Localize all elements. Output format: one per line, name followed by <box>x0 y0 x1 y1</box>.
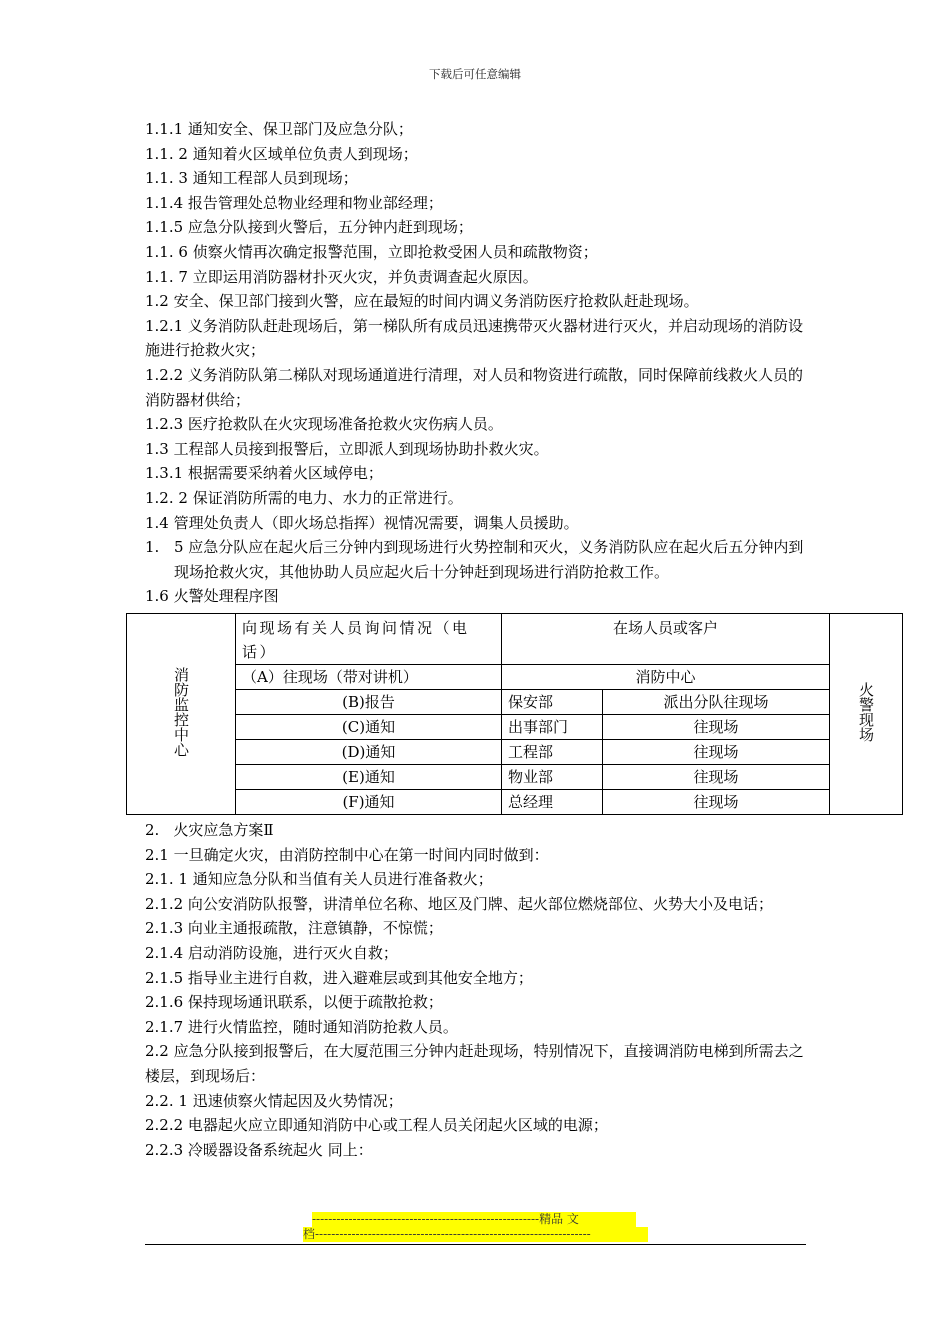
clause-1-4: 1.4 管理处负责人（即火场总指挥）视情况需要，调集人员援助。 <box>145 513 579 532</box>
clause-1-2-3: 1.2.3 医疗抢救队在火灾现场准备抢救火灾伤病人员。 <box>145 415 503 434</box>
fire-scene-cell <box>830 614 903 815</box>
footer-watermark-line2: 档-------------------------------------------------------------------- <box>303 1227 648 1242</box>
clause-2-1-1: 2.1. 1 通知应急分队和当值有关人员进行准备救火； <box>145 870 493 889</box>
clause-1-1-4: 1.1.4 报告管理处总物业经理和物业部经理； <box>145 193 443 212</box>
clause-2-2-3: 2.2.3 冷暖器设备系统起火 同上： <box>145 1140 373 1159</box>
clause-1-2-1: 1.2.1 义务消防队赶赴现场后，第一梯队所有成员迅速携带灭火器材进行灭火，并启动现场的消防设施进行抢救火灾； <box>145 316 803 360</box>
table-row-action: (F)通知 <box>236 790 502 815</box>
clause-1-1-1: 1.1.1 通知安全、保卫部门及应急分队； <box>145 120 413 138</box>
footer-divider <box>145 1244 806 1245</box>
table-row-dept: 保安部 <box>502 690 603 715</box>
clause-1-5 <box>145 535 810 584</box>
clause-2-1-2: 2.1.2 向公安消防队报警，讲清单位名称、地区及门牌、起火部位燃烧部位、火势大小及电话； <box>145 894 773 913</box>
clause-2-2-1: 2.2. 1 迅速侦察火情起因及火势情况； <box>145 1091 403 1110</box>
clause-2-1-6: 2.1.6 保持现场通讯联系，以便于疏散抢救； <box>145 993 443 1012</box>
clause-1-3-1: 1.3.1 根据需要采纳着火区域停电； <box>145 464 383 483</box>
table-row-result: 往现场 <box>603 715 830 740</box>
document-body-section2 <box>145 818 810 1162</box>
footer-watermark-line1: --------------------------------------------------------精品 文 <box>312 1212 636 1227</box>
clause-1-1-2: 1.1. 2 通知着火区域单位负责人到现场； <box>145 144 418 163</box>
clause-2-1-5: 2.1.5 指导业主进行自救，进入避难层或到其他安全地方； <box>145 968 533 987</box>
page-header: 下载后可任意编辑 <box>429 67 521 81</box>
clause-1-5-text: 5 应急分队应在起火后三分钟内到现场进行火势控制和灭火，义务消防队应在起火后五分钟内到现场抢救火灾，其他协助人员应起火后十分钟赶到现场进行消防抢救工作。 <box>174 538 804 581</box>
clause-1-6: 1.6 火警处理程序图 <box>145 587 279 606</box>
fire-procedure-table <box>126 613 903 815</box>
section-2-heading <box>145 818 810 843</box>
table-row-action: (E)通知 <box>236 765 502 790</box>
clause-2-2-2: 2.2.2 电器起火应立即通知消防中心或工程人员关闭起火区域的电源； <box>145 1116 608 1135</box>
clause-2-1-4: 2.1.4 启动消防设施，进行灭火自救； <box>145 943 398 962</box>
row2-right-cell: 消防中心 <box>502 665 830 690</box>
clause-2-1-3: 2.1.3 向业主通报疏散，注意镇静，不惊慌； <box>145 919 443 938</box>
table-row-result: 往现场 <box>603 740 830 765</box>
table-row-result: 派出分队往现场 <box>603 690 830 715</box>
table-row-dept: 物业部 <box>502 765 603 790</box>
clause-1-1-3: 1.1. 3 通知工程部人员到现场； <box>145 169 358 188</box>
clause-1-2-2: 1.2.2 义务消防队第二梯队对现场通道进行清理，对人员和物资进行疏散，同时保障前线救火人员的消防器材供给； <box>145 365 803 409</box>
table-row-dept: 出事部门 <box>502 715 603 740</box>
clause-2-2: 2.2 应急分队接到报警后，在大厦范围三分钟内赶赴现场，特别情况下，直接调消防电梯到所需去之楼层，到现场后： <box>145 1042 804 1085</box>
section-2-number: 2. <box>145 821 160 839</box>
table-row-result: 往现场 <box>603 765 830 790</box>
clause-1-1-7: 1.1. 7 立即运用消防器材扑灭火灾，并负责调查起火原因。 <box>145 267 538 286</box>
clause-1-5-number: 1. <box>145 538 160 557</box>
clause-1-2-2b: 1.2. 2 保证消防所需的电力、水力的正常进行。 <box>145 488 463 507</box>
table-row-action: (B)报告 <box>236 690 502 715</box>
clause-2-1: 2.1 一旦确定火灾，由消防控制中心在第一时间内同时做到： <box>145 845 549 864</box>
monitor-center-cell <box>127 614 236 815</box>
table-row-dept: 总经理 <box>502 790 603 815</box>
clause-1-1-6: 1.1. 6 侦察火情再次确定报警范围，立即抢救受困人员和疏散物资； <box>145 242 598 261</box>
section-2-title: 火灾应急方案Ⅱ <box>173 821 274 839</box>
row2-left-cell: （A）往现场（带对讲机） <box>236 665 502 690</box>
table-row-result: 往现场 <box>603 790 830 815</box>
monitor-center-label: 消防监控中心 <box>172 667 190 757</box>
clause-2-1-7: 2.1.7 进行火情监控，随时通知消防抢救人员。 <box>145 1017 458 1036</box>
table-row-action: (D)通知 <box>236 740 502 765</box>
document-body <box>145 117 810 609</box>
row1-right-cell: 在场人员或客户 <box>502 614 830 665</box>
clause-1-1-5: 1.1.5 应急分队接到火警后，五分钟内赶到现场； <box>145 218 473 237</box>
clause-1-3: 1.3 工程部人员接到报警后，立即派人到现场协助扑救火灾。 <box>145 439 549 458</box>
fire-scene-label: 火警现场 <box>857 682 875 742</box>
clause-1-2: 1.2 安全、保卫部门接到火警，应在最短的时间内调义务消防医疗抢救队赶赴现场。 <box>145 292 699 311</box>
table-row-dept: 工程部 <box>502 740 603 765</box>
row1-left-cell: 向现场有关人员询问情况（电话） <box>236 614 502 665</box>
table-row-action: (C)通知 <box>236 715 502 740</box>
